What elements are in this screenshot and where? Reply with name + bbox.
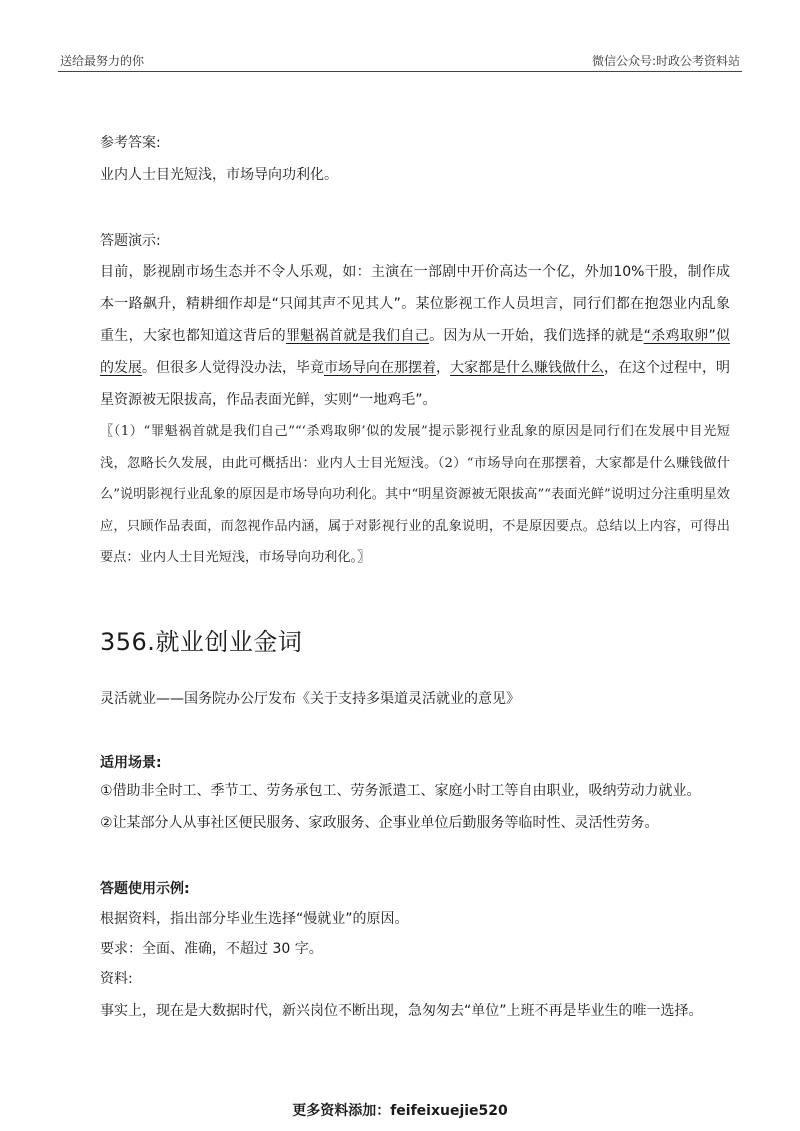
demo-underline-4: 大家都是什么赚钱做什么 <box>450 360 604 376</box>
header-divider <box>58 71 742 72</box>
example-requirement: 要求：全面、准确，不超过 30 字。 <box>100 941 323 957</box>
demo-text-4: ， <box>436 360 450 376</box>
demo-paragraph <box>100 256 730 416</box>
demo-text-2: 。因为从一开始，我们选择的就是 <box>429 328 644 344</box>
demo-underline-3: 市场导向在那摆着 <box>324 360 436 376</box>
scene-item-1: ①借助非全时工、季节工、劳务承包工、劳务派遣工、家庭小时工等自由职业，吸纳劳动力就业。 <box>100 783 701 799</box>
section-title: 356.就业创业金词 <box>100 628 303 656</box>
page-header <box>0 0 800 76</box>
demo-text-1: 目前，影视剧市场生态并不令人乐观，如：主演在一部剧中开价高达一个亿，外加10%干股，制作成本一路飙升，精耕细作却是“只闻其声不见其人”。某位影视工作人员坦言，同行们都在抱怨业内乱象重生，大家也都知道这背后的 <box>100 264 730 344</box>
demo-underline-1: 罪魁祸首就是我们自己 <box>285 328 430 344</box>
demo-text-3: 。但很多人觉得没办法，毕竟 <box>142 360 324 376</box>
demo-underline-2: “杀鸡取卵”似的发展 <box>100 328 731 376</box>
footer-contact: 更多资料添加：feifeixuejie520 <box>292 1103 508 1119</box>
section-subtitle: 灵活就业——国务院办公厅发布《关于支持多渠道灵活就业的意见》 <box>100 691 520 707</box>
demo-label: 答题演示: <box>100 233 161 249</box>
header-wechat-account: 微信公众号:时政公考资料站 <box>591 54 740 68</box>
example-question: 根据资料，指出部分毕业生选择“慢就业”的原因。 <box>100 911 409 927</box>
example-material-label: 资料: <box>100 971 133 987</box>
scene-item-2: ②让某部分人从事社区便民服务、家政服务、企事业单位后勤服务等临时性、灵活性劳务。 <box>100 815 659 831</box>
scenes-label: 适用场景: <box>100 755 162 771</box>
header-slogan: 送给最努力的你 <box>60 54 145 68</box>
reference-answer: 业内人士目光短浅，市场导向功利化。 <box>100 167 338 183</box>
reference-label: 参考答案: <box>100 135 161 151</box>
example-label: 答题使用示例: <box>100 881 190 897</box>
analysis-paragraph: 〖（1）“罪魁祸首就是我们自己”“‘杀鸡取卵’似的发展”提示影视行业乱象的原因是同行们在发展中目光短浅，忽略长久发展，由此可概括出：业内人士目光短浅。（2）“市场导向在那摆着，大家都是什么赚钱做什么”说明影视行业乱象的原因是市场导向功利化。其中“明星资源被无限拔高”“表面光鲜”说明过分注重明星效应，只顾作品表面，而忽视作品内涵，属于对影视行业的乱象说明，不是原因要点。总结以上内容，可得出要点：业内人士目光短浅，市场导向功利化。〗 <box>100 424 730 565</box>
example-material-text: 事实上，现在是大数据时代，新兴岗位不断出现，急匆匆去“单位”上班不再是毕业生的唯一选择。 <box>100 1003 703 1019</box>
demo-text-5: ，在这个过程中，明星资源被无限拔高，作品表面光鲜，实则“一地鸡毛”。 <box>100 360 730 408</box>
